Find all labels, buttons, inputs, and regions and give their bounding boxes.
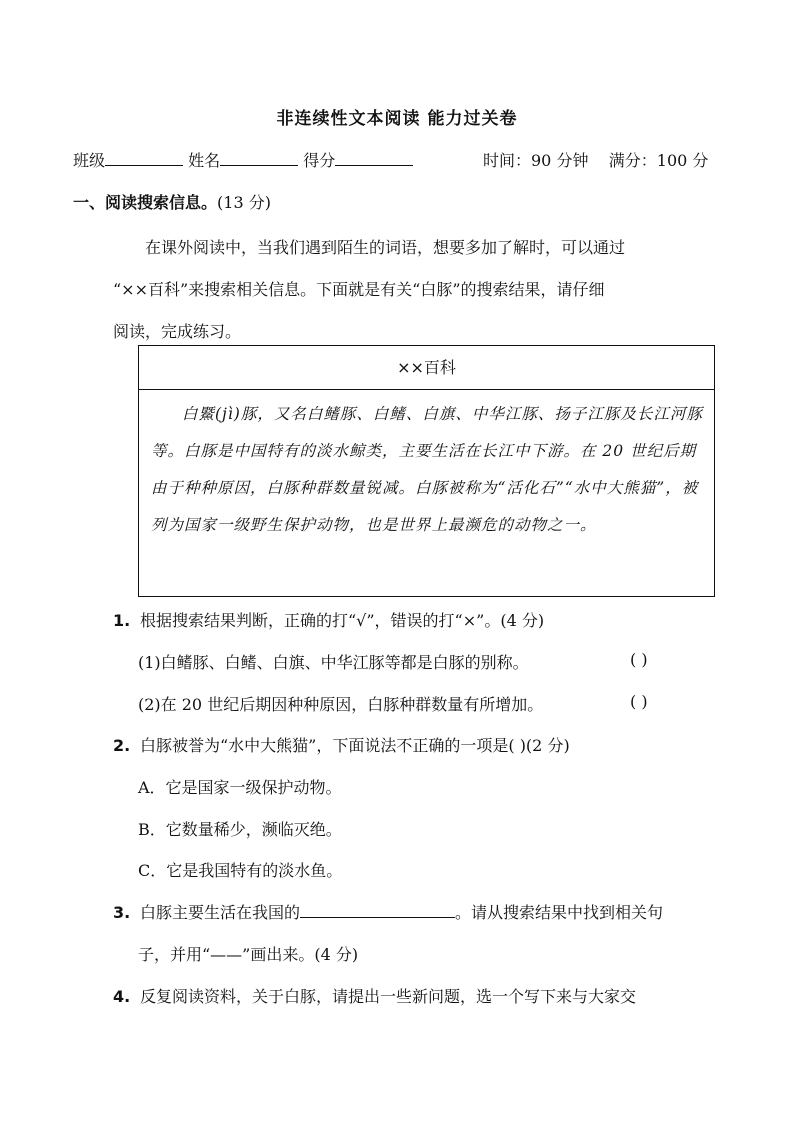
question-1: [113, 608, 544, 631]
intro-line: 在课外阅读中，当我们遇到陌生的词语，想要多加了解时，可以通过: [145, 238, 626, 257]
encyclopedia-title: ××百科: [139, 346, 714, 390]
fill-blank[interactable]: [300, 901, 455, 918]
question-number: 3.: [113, 903, 131, 922]
question-3-line2: 子，并用“——”画出来。(4 分): [138, 945, 359, 964]
question-text-cont: 。请从搜索结果中找到相关句: [455, 903, 664, 922]
score-label: 得分: [303, 151, 336, 170]
section-points: (13 分): [217, 193, 271, 212]
question-2: [113, 733, 570, 756]
q1-item-1: (1)白鳍豚、白鳍、白旗、中华江豚等都是白豚的别称。: [138, 653, 529, 672]
question-number: 2.: [113, 736, 131, 755]
class-label: 班级: [73, 151, 106, 170]
question-text: 白豚主要生活在我国的: [140, 903, 301, 922]
q1-item-2: (2)在 20 世纪后期因种种原因，白豚种群数量有所增加。: [138, 695, 544, 714]
question-number: 1.: [113, 611, 131, 630]
intro-line: 阅读，完成练习。: [113, 322, 242, 341]
student-info-row: [73, 148, 723, 171]
question-number: 4.: [113, 987, 131, 1006]
question-4: [113, 984, 636, 1007]
time-label: 时间：90 分钟: [483, 151, 589, 170]
name-blank[interactable]: [220, 149, 298, 166]
answer-paren[interactable]: ( ): [630, 650, 648, 669]
intro-paragraph: [113, 227, 723, 353]
section-heading: [73, 190, 271, 213]
page-title: 非连续性文本阅读 能力过关卷: [276, 109, 518, 129]
section-title: 一、阅读搜索信息。: [73, 193, 218, 212]
question-3: [113, 900, 663, 923]
option-a: A．它是国家一级保护动物。: [138, 778, 342, 797]
option-c: C．它是我国特有的淡水鱼。: [138, 861, 343, 880]
time-fullscore: [483, 148, 708, 171]
question-text: 白豚被誉为“水中大熊猫”，下面说法不正确的一项是( )(2 分): [140, 736, 570, 755]
encyclopedia-box: [138, 345, 715, 597]
encyclopedia-text: 白鱀(jì)豚，又名白鳍豚、白鳍、白旗、中华江豚、扬子江豚及长江河豚等。白豚是中国特有的淡水鲸类，主要生活在长江中下游。在 20 世纪后期由于种种原因，白豚种群数量锐减。白豚被称为“活化石”“水中大熊猫”，被列为国家一级野生保护动物，也是世界上最濒危的动物之一。: [151, 405, 703, 534]
score-blank[interactable]: [335, 149, 413, 166]
class-blank[interactable]: [105, 149, 183, 166]
question-text: 根据搜索结果判断，正确的打“√”，错误的打“×”。(4 分): [140, 611, 545, 630]
answer-paren[interactable]: ( ): [630, 692, 648, 711]
full-score-label: 满分：100 分: [608, 151, 709, 170]
name-label: 姓名: [188, 151, 221, 170]
question-text: 反复阅读资料，关于白豚，请提出一些新问题，选一个写下来与大家交: [140, 987, 637, 1006]
intro-line: “××百科”来搜索相关信息。下面就是有关“白豚”的搜索结果，请仔细: [113, 280, 605, 299]
option-b: B．它数量稀少，濒临灭绝。: [138, 820, 342, 839]
